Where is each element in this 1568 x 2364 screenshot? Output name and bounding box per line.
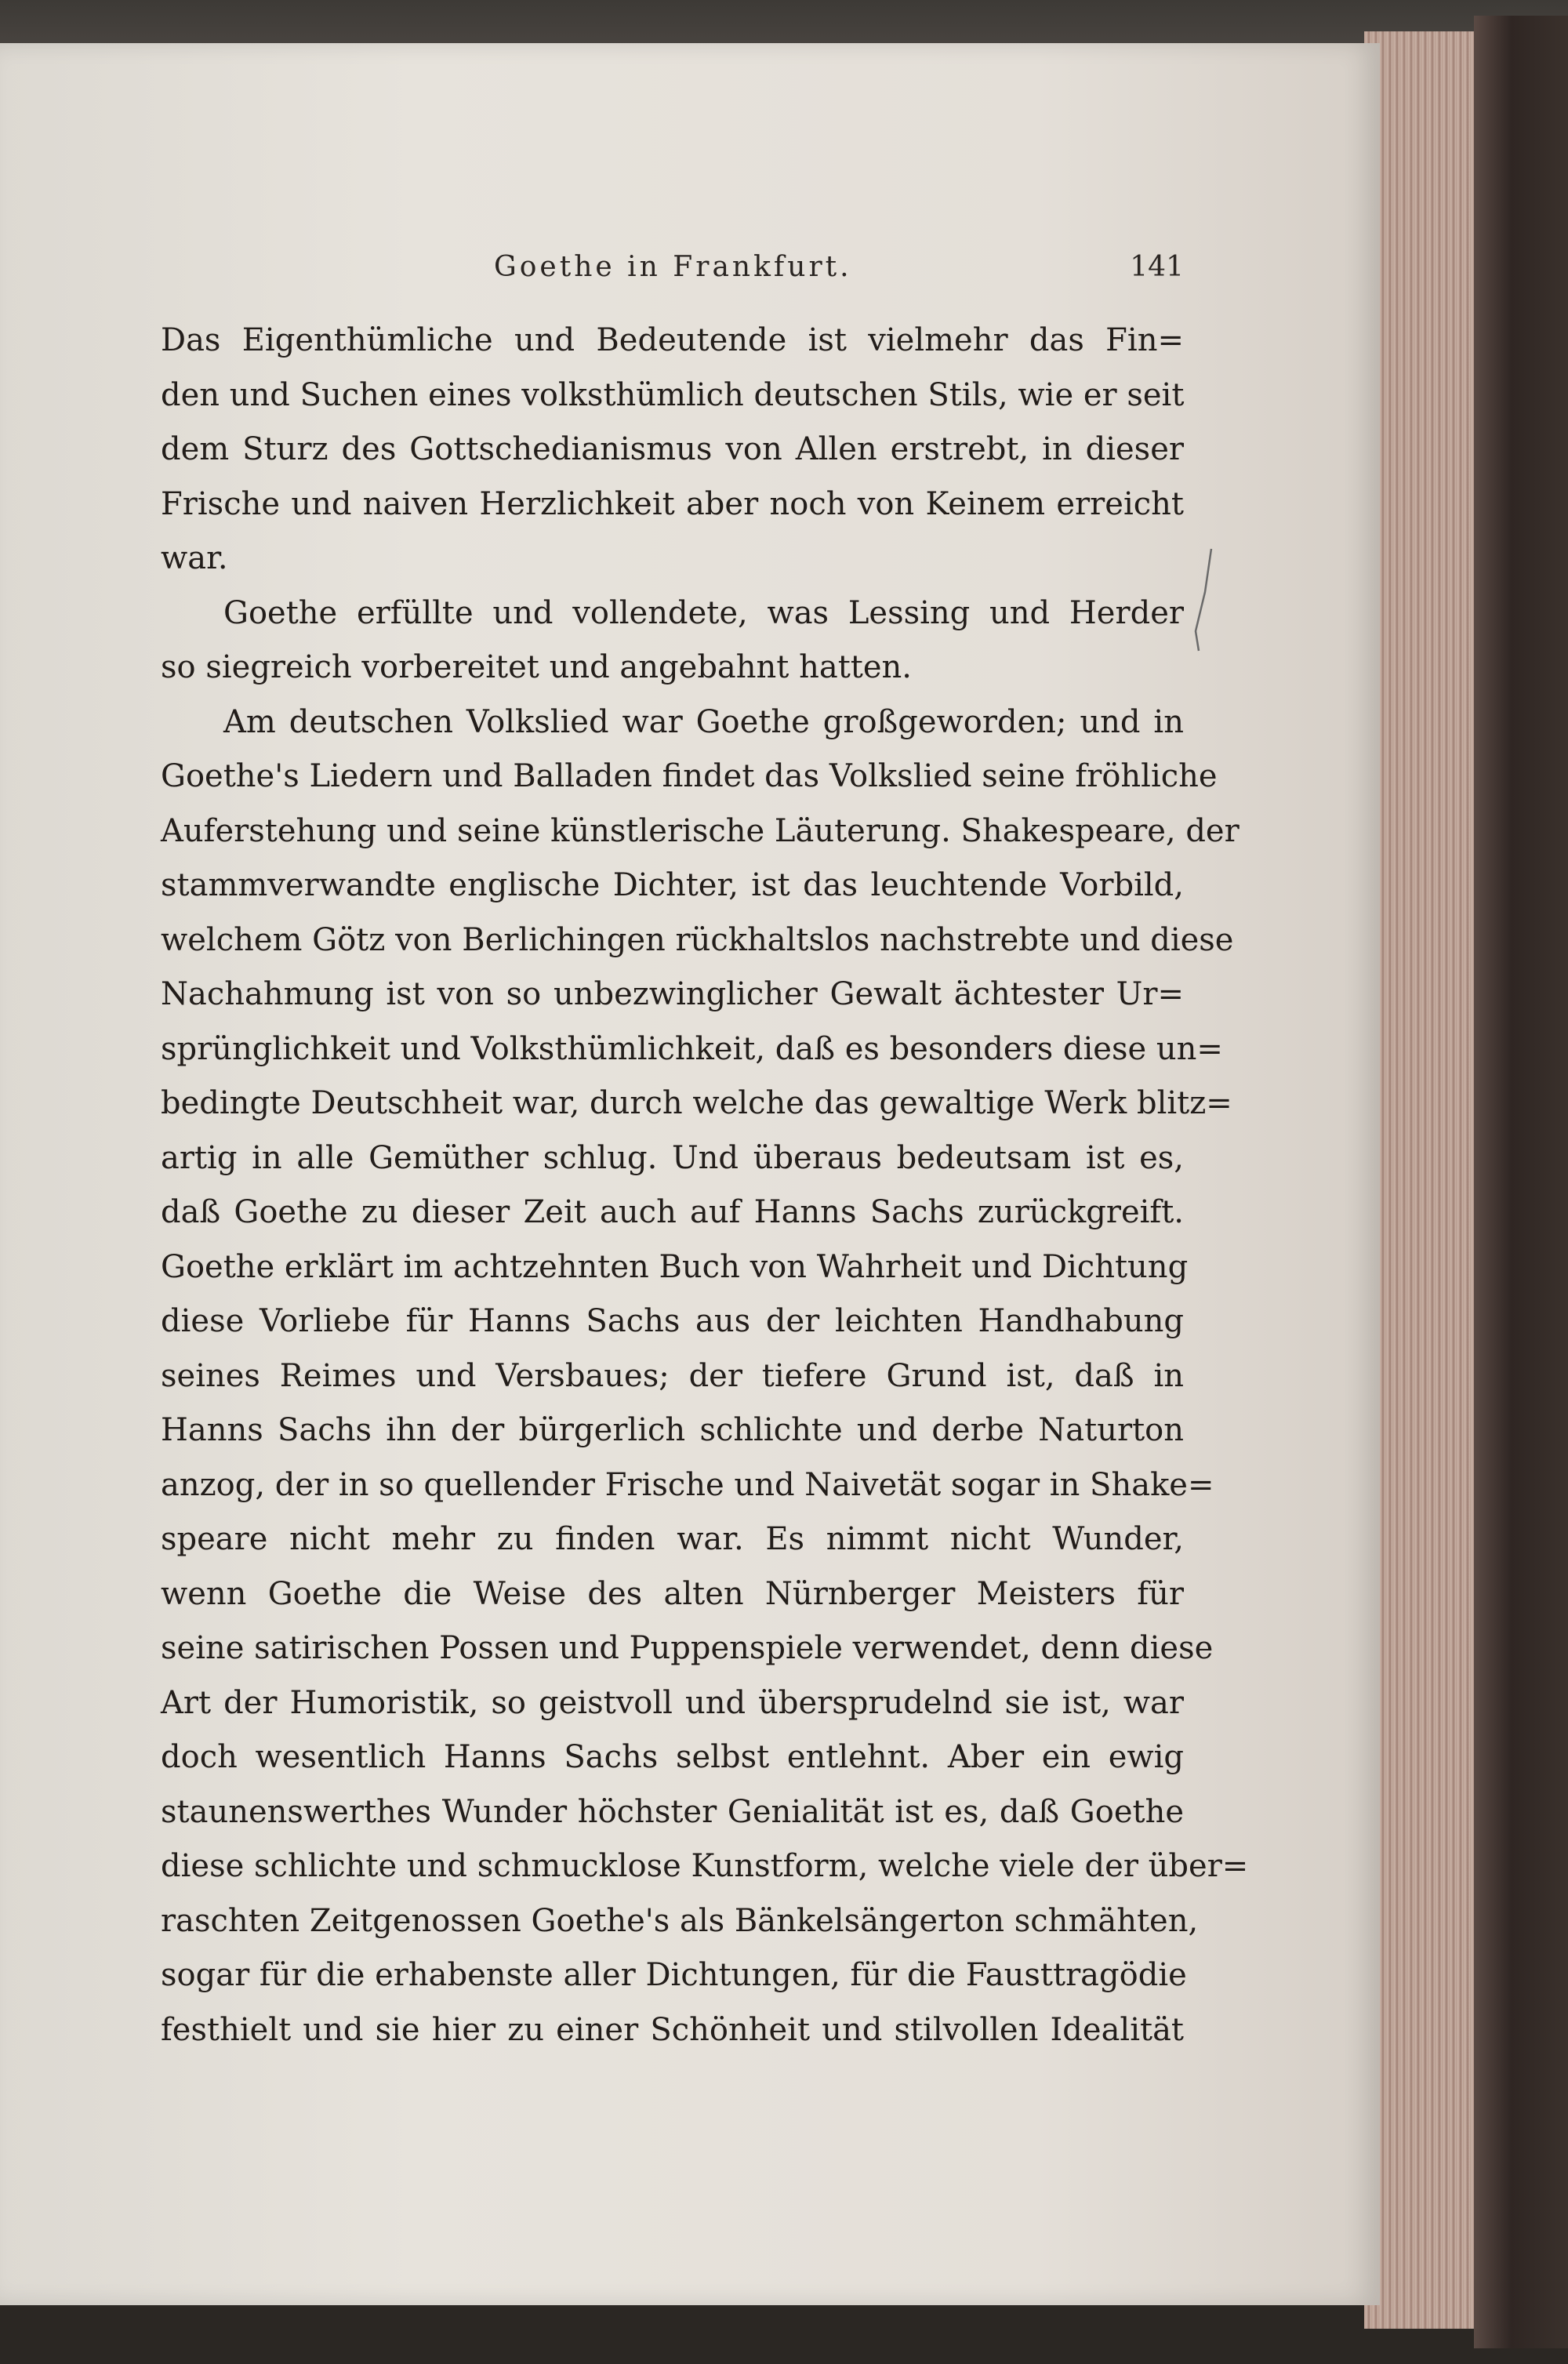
text-line: war.	[161, 540, 228, 576]
text-line: Frische und naiven Herzlichkeit aber noch von Keinem erreicht	[161, 485, 1184, 522]
text-line: staunenswerthes Wunder höchster Genialität ist es, daß Goethe	[161, 1793, 1184, 1830]
text-line: artig in alle Gemüther schlug. Und überaus bedeutsam ist es,	[161, 1139, 1184, 1176]
text-line: speare nicht mehr zu finden war. Es nimmt nicht Wunder,	[161, 1521, 1184, 1557]
text-line: raschten Zeitgenossen Goethe's als Bänkelsängerton schmähten,	[161, 1902, 1199, 1939]
page	[0, 43, 1380, 2305]
text-line: Goethe erfüllte und vollendete, was Lessing und Herder	[223, 594, 1184, 631]
text-line: Goethe erklärt im achtzehnten Buch von Wahrheit und Dichtung	[161, 1248, 1189, 1285]
text-line: stammverwandte englische Dichter, ist das leuchtende Vorbild,	[161, 867, 1184, 903]
text-line: seine satirischen Possen und Puppenspiele verwendet, denn diese	[161, 1630, 1214, 1666]
text-line: sogar für die erhabenste aller Dichtungen, für die Fausttragödie	[161, 1957, 1187, 1993]
text-line: Nachahmung ist von so unbezwinglicher Gewalt ächtester Ur=	[161, 976, 1184, 1012]
text-line: diese schlichte und schmucklose Kunstform, welche viele der über=	[161, 1848, 1249, 1884]
running-head	[165, 251, 1184, 298]
text-line: Goethe's Liedern und Balladen findet das Volkslied seine fröhliche	[161, 758, 1218, 794]
text-line: daß Goethe zu dieser Zeit auch auf Hanns Sachs zurückgreift.	[161, 1194, 1184, 1230]
text-line: Auferstehung und seine künstlerische Läuterung. Shakespeare, der	[161, 812, 1240, 849]
text-line: diese Vorliebe für Hanns Sachs aus der leichten Handhabung	[161, 1303, 1184, 1339]
pencil-margin-mark	[1188, 545, 1219, 655]
text-line: seines Reimes und Versbaues; der tiefere Grund ist, daß in	[161, 1357, 1184, 1394]
text-line: Am deutschen Volkslied war Goethe großgeworden; und in	[223, 703, 1184, 740]
text-line: festhielt und sie hier zu einer Schönheit und stilvollen Idealität	[161, 2011, 1184, 2048]
page-number: 141	[1130, 251, 1184, 283]
text-line: doch wesentlich Hanns Sachs selbst entlehnt. Aber ein ewig	[161, 1739, 1184, 1775]
body-text	[161, 314, 1249, 2057]
text-line: sprünglichkeit und Volksthümlichkeit, daß es besonders diese un=	[161, 1030, 1223, 1067]
text-line: Art der Humoristik, so geistvoll und übersprudelnd sie ist, war	[161, 1684, 1184, 1721]
text-line: den und Suchen eines volksthümlich deutschen Stils, wie er seit	[161, 376, 1185, 413]
text-line: Hanns Sachs ihn der bürgerlich schlichte und derbe Naturton	[161, 1412, 1184, 1448]
text-line: Das Eigenthümliche und Bedeutende ist vielmehr das Fin=	[161, 322, 1184, 358]
text-line: dem Sturz des Gottschedianismus von Allen erstrebt, in dieser	[161, 431, 1184, 467]
text-line: so siegreich vorbereitet und angebahnt hatten.	[161, 649, 912, 685]
text-line: welchem Götz von Berlichingen rückhaltslos nachstrebte und diese	[161, 921, 1234, 958]
text-line: anzog, der in so quellender Frische und Naivetät sogar in Shake=	[161, 1466, 1214, 1503]
text-line: wenn Goethe die Weise des alten Nürnberger Meisters für	[161, 1575, 1184, 1612]
running-head-title: Goethe in Frankfurt.	[494, 251, 852, 283]
text-line: bedingte Deutschheit war, durch welche das gewaltige Werk blitz=	[161, 1085, 1232, 1121]
book-cover-edge	[1474, 16, 1568, 2348]
